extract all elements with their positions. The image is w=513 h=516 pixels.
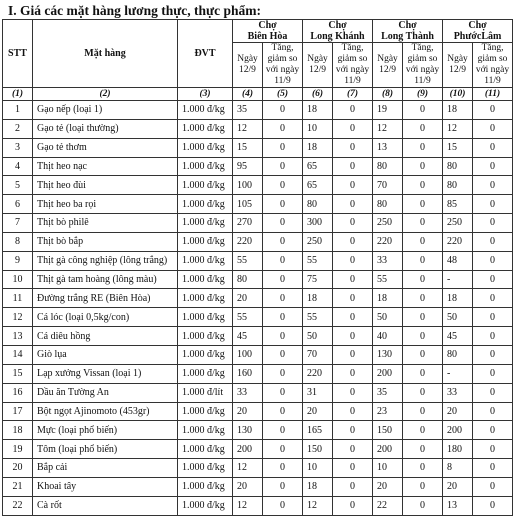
- row-unit: 1.000 đ/kg: [178, 101, 233, 120]
- row-price: 13: [443, 496, 473, 515]
- header-index-row: [3, 88, 513, 101]
- row-change: 0: [473, 176, 513, 195]
- row-price: 20: [233, 402, 263, 421]
- row-price: 18: [303, 477, 333, 496]
- table-row: [3, 195, 513, 214]
- row-item-name: Cá diêu hồng: [33, 327, 178, 346]
- price-table: [2, 19, 513, 516]
- row-price: 200: [443, 421, 473, 440]
- row-price: 50: [373, 308, 403, 327]
- row-change: 0: [333, 364, 373, 383]
- row-change: 0: [263, 138, 303, 157]
- row-price: 19: [373, 101, 403, 120]
- table-row: [3, 157, 513, 176]
- row-price: 75: [303, 270, 333, 289]
- row-change: 0: [403, 195, 443, 214]
- row-change: 0: [473, 232, 513, 251]
- index-cell: (6): [303, 88, 333, 101]
- row-unit: 1.000 đ/kg: [178, 232, 233, 251]
- row-unit: 1.000 đ/kg: [178, 477, 233, 496]
- row-change: 0: [263, 459, 303, 478]
- row-stt: 9: [3, 251, 33, 270]
- row-price: 18: [443, 289, 473, 308]
- row-price: 220: [373, 232, 403, 251]
- row-change: 0: [473, 496, 513, 515]
- row-change: 0: [333, 251, 373, 270]
- row-price: 250: [373, 214, 403, 233]
- row-unit: 1.000 đ/kg: [178, 157, 233, 176]
- row-stt: 21: [3, 477, 33, 496]
- row-price: 200: [373, 440, 403, 459]
- header-market-long-thanh: Chợ Long Thành: [373, 20, 443, 43]
- header-market-phuoc-lam: Chợ PhướcLâm: [443, 20, 513, 43]
- index-cell: (2): [33, 88, 178, 101]
- header-market-bien-hoa: Chợ Biên Hòa: [233, 20, 303, 43]
- row-unit: 1.000 đ/kg: [178, 402, 233, 421]
- row-price: -: [443, 270, 473, 289]
- row-item-name: Gạo tẻ (loại thường): [33, 119, 178, 138]
- row-price: 31: [303, 383, 333, 402]
- row-price: 95: [233, 157, 263, 176]
- row-item-name: Đường trắng RE (Biên Hòa): [33, 289, 178, 308]
- row-price: 220: [233, 232, 263, 251]
- row-price: 18: [303, 138, 333, 157]
- row-stt: 6: [3, 195, 33, 214]
- row-price: 15: [233, 138, 263, 157]
- row-price: 80: [443, 176, 473, 195]
- row-price: 55: [233, 251, 263, 270]
- row-stt: 14: [3, 345, 33, 364]
- row-price: 80: [443, 157, 473, 176]
- row-change: 0: [263, 383, 303, 402]
- row-item-name: Dầu ăn Tường An: [33, 383, 178, 402]
- row-item-name: Mực (loại phổ biến): [33, 421, 178, 440]
- row-change: 0: [403, 383, 443, 402]
- row-price: 33: [233, 383, 263, 402]
- row-unit: 1.000 đ/kg: [178, 195, 233, 214]
- row-price: 80: [373, 157, 403, 176]
- row-change: 0: [473, 119, 513, 138]
- row-price: 15: [443, 138, 473, 157]
- row-price: 65: [303, 157, 333, 176]
- row-price: 130: [373, 345, 403, 364]
- row-price: 80: [233, 270, 263, 289]
- index-cell: (3): [178, 88, 233, 101]
- table-row: [3, 308, 513, 327]
- row-change: 0: [263, 270, 303, 289]
- row-change: 0: [333, 157, 373, 176]
- row-price: 50: [303, 327, 333, 346]
- header-market-long-khanh: Chợ Long Khánh: [303, 20, 373, 43]
- row-unit: 1.000 đ/kg: [178, 496, 233, 515]
- row-unit: 1.000 đ/kg: [178, 289, 233, 308]
- row-change: 0: [333, 138, 373, 157]
- table-row: [3, 364, 513, 383]
- row-price: 12: [373, 119, 403, 138]
- row-change: 0: [333, 101, 373, 120]
- row-item-name: Giò lụa: [33, 345, 178, 364]
- row-unit: 1.000 đ/kg: [178, 364, 233, 383]
- row-price: 55: [373, 270, 403, 289]
- row-change: 0: [473, 421, 513, 440]
- row-stt: 20: [3, 459, 33, 478]
- row-change: 0: [263, 308, 303, 327]
- row-unit: 1.000 đ/kg: [178, 214, 233, 233]
- index-cell: (9): [403, 88, 443, 101]
- table-row: [3, 138, 513, 157]
- row-stt: 19: [3, 440, 33, 459]
- row-change: 0: [403, 308, 443, 327]
- row-item-name: Thịt heo ba rọi: [33, 195, 178, 214]
- row-change: 0: [473, 270, 513, 289]
- row-price: 35: [233, 101, 263, 120]
- row-stt: 4: [3, 157, 33, 176]
- row-price: 18: [373, 289, 403, 308]
- header-tang-giam: Tăng, giảm so với ngày 11/9: [473, 43, 513, 88]
- row-change: 0: [403, 402, 443, 421]
- row-stt: 11: [3, 289, 33, 308]
- row-price: 35: [373, 383, 403, 402]
- row-price: 85: [443, 195, 473, 214]
- row-price: 180: [443, 440, 473, 459]
- row-unit: 1.000 đ/kg: [178, 176, 233, 195]
- table-row: [3, 101, 513, 120]
- row-change: 0: [403, 138, 443, 157]
- row-price: 20: [303, 402, 333, 421]
- row-unit: 1.000 đ/kg: [178, 270, 233, 289]
- row-price: 18: [443, 101, 473, 120]
- row-stt: 16: [3, 383, 33, 402]
- row-change: 0: [333, 232, 373, 251]
- row-change: 0: [473, 402, 513, 421]
- row-unit: 1.000 đ/kg: [178, 421, 233, 440]
- table-row: [3, 477, 513, 496]
- table-row: [3, 421, 513, 440]
- row-change: 0: [403, 119, 443, 138]
- row-price: 23: [373, 402, 403, 421]
- row-change: 0: [263, 364, 303, 383]
- section-title: I. Giá các mặt hàng lương thực, thực phẩm:: [8, 3, 262, 18]
- header-stt: STT: [3, 20, 33, 88]
- row-change: 0: [263, 101, 303, 120]
- row-price: 33: [443, 383, 473, 402]
- row-price: -: [443, 364, 473, 383]
- row-change: 0: [473, 308, 513, 327]
- table-row: [3, 383, 513, 402]
- row-change: 0: [473, 327, 513, 346]
- row-stt: 12: [3, 308, 33, 327]
- row-unit: 1.000 đ/kg: [178, 459, 233, 478]
- table-row: [3, 345, 513, 364]
- row-price: 250: [303, 232, 333, 251]
- row-price: 20: [443, 402, 473, 421]
- row-unit: 1.000 đ/kg: [178, 251, 233, 270]
- row-price: 33: [373, 251, 403, 270]
- row-price: 80: [373, 195, 403, 214]
- row-item-name: Thịt gà tam hoàng (lông màu): [33, 270, 178, 289]
- row-unit: 1.000 đ/kg: [178, 138, 233, 157]
- row-change: 0: [403, 289, 443, 308]
- row-price: 55: [303, 308, 333, 327]
- row-change: 0: [333, 195, 373, 214]
- row-unit: 1.000 đ/kg: [178, 345, 233, 364]
- row-price: 200: [233, 440, 263, 459]
- row-change: 0: [473, 364, 513, 383]
- row-change: 0: [263, 119, 303, 138]
- row-change: 0: [403, 101, 443, 120]
- row-change: 0: [473, 101, 513, 120]
- row-price: 270: [233, 214, 263, 233]
- row-change: 0: [333, 440, 373, 459]
- row-price: 70: [373, 176, 403, 195]
- table-row: [3, 119, 513, 138]
- row-item-name: Lạp xưởng Vissan (loại 1): [33, 364, 178, 383]
- row-price: 12: [233, 496, 263, 515]
- row-change: 0: [403, 214, 443, 233]
- row-change: 0: [403, 440, 443, 459]
- table-row: [3, 289, 513, 308]
- header-dvt: ĐVT: [178, 20, 233, 88]
- row-change: 0: [263, 345, 303, 364]
- row-price: 250: [443, 214, 473, 233]
- row-item-name: Khoai tây: [33, 477, 178, 496]
- row-unit: 1.000 đ/kg: [178, 440, 233, 459]
- row-price: 18: [303, 101, 333, 120]
- row-stt: 15: [3, 364, 33, 383]
- row-change: 0: [403, 496, 443, 515]
- row-price: 150: [373, 421, 403, 440]
- row-price: 12: [303, 496, 333, 515]
- table-row: [3, 459, 513, 478]
- table-row: [3, 402, 513, 421]
- row-unit: 1.000 đ/kg: [178, 308, 233, 327]
- row-change: 0: [263, 477, 303, 496]
- row-price: 70: [303, 345, 333, 364]
- row-price: 100: [233, 176, 263, 195]
- row-item-name: Cà rốt: [33, 496, 178, 515]
- row-change: 0: [333, 402, 373, 421]
- row-change: 0: [333, 383, 373, 402]
- row-change: 0: [473, 459, 513, 478]
- row-unit: 1.000 đ/kg: [178, 119, 233, 138]
- row-price: 200: [373, 364, 403, 383]
- row-change: 0: [263, 421, 303, 440]
- table-body: [3, 101, 513, 516]
- row-change: 0: [473, 214, 513, 233]
- row-stt: 18: [3, 421, 33, 440]
- header-ngay: Ngày 12/9: [373, 43, 403, 88]
- table-row: [3, 327, 513, 346]
- index-cell: (10): [443, 88, 473, 101]
- row-price: 48: [443, 251, 473, 270]
- row-change: 0: [333, 308, 373, 327]
- row-change: 0: [403, 345, 443, 364]
- row-price: 220: [443, 232, 473, 251]
- row-change: 0: [403, 270, 443, 289]
- row-item-name: Thịt bò philê: [33, 214, 178, 233]
- row-price: 45: [443, 327, 473, 346]
- row-stt: 2: [3, 119, 33, 138]
- index-cell: (7): [333, 88, 373, 101]
- row-change: 0: [473, 383, 513, 402]
- row-change: 0: [403, 251, 443, 270]
- row-change: 0: [473, 195, 513, 214]
- row-item-name: Thịt gà công nghiệp (lông trắng): [33, 251, 178, 270]
- row-price: 150: [303, 440, 333, 459]
- row-price: 45: [233, 327, 263, 346]
- row-stt: 8: [3, 232, 33, 251]
- table-row: [3, 214, 513, 233]
- row-change: 0: [263, 214, 303, 233]
- row-price: 20: [443, 477, 473, 496]
- row-change: 0: [263, 496, 303, 515]
- row-stt: 17: [3, 402, 33, 421]
- row-unit: 1.000 đ/kg: [178, 327, 233, 346]
- row-price: 20: [233, 477, 263, 496]
- row-change: 0: [333, 270, 373, 289]
- row-price: 20: [233, 289, 263, 308]
- row-price: 105: [233, 195, 263, 214]
- row-change: 0: [333, 496, 373, 515]
- index-cell: (5): [263, 88, 303, 101]
- header-ngay: Ngày 12/9: [303, 43, 333, 88]
- row-change: 0: [263, 289, 303, 308]
- row-item-name: Gạo nếp (loại 1): [33, 101, 178, 120]
- row-price: 12: [233, 459, 263, 478]
- row-price: 22: [373, 496, 403, 515]
- index-cell: (11): [473, 88, 513, 101]
- row-price: 55: [233, 308, 263, 327]
- row-change: 0: [403, 157, 443, 176]
- table-header: [3, 20, 513, 101]
- row-stt: 7: [3, 214, 33, 233]
- row-stt: 1: [3, 101, 33, 120]
- row-price: 55: [303, 251, 333, 270]
- row-change: 0: [403, 327, 443, 346]
- row-change: 0: [403, 364, 443, 383]
- row-change: 0: [473, 345, 513, 364]
- header-mat-hang: Mặt hàng: [33, 20, 178, 88]
- header-tang-giam: Tăng, giảm so với ngày 11/9: [333, 43, 373, 88]
- row-stt: 10: [3, 270, 33, 289]
- row-price: 10: [303, 459, 333, 478]
- header-ngay: Ngày 12/9: [233, 43, 263, 88]
- table-row: [3, 176, 513, 195]
- row-change: 0: [333, 214, 373, 233]
- row-change: 0: [333, 327, 373, 346]
- row-price: 8: [443, 459, 473, 478]
- header-tang-giam: Tăng, giảm so với ngày 11/9: [403, 43, 443, 88]
- row-price: 10: [303, 119, 333, 138]
- row-price: 80: [303, 195, 333, 214]
- row-change: 0: [403, 421, 443, 440]
- row-change: 0: [473, 138, 513, 157]
- row-change: 0: [403, 176, 443, 195]
- row-price: 18: [303, 289, 333, 308]
- row-item-name: Gạo tẻ thơm: [33, 138, 178, 157]
- row-change: 0: [333, 345, 373, 364]
- row-change: 0: [263, 251, 303, 270]
- row-change: 0: [263, 232, 303, 251]
- row-item-name: Bắp cải: [33, 459, 178, 478]
- row-change: 0: [403, 232, 443, 251]
- row-change: 0: [333, 289, 373, 308]
- row-change: 0: [333, 119, 373, 138]
- row-stt: 5: [3, 176, 33, 195]
- row-price: 80: [443, 345, 473, 364]
- row-price: 12: [233, 119, 263, 138]
- row-price: 40: [373, 327, 403, 346]
- row-change: 0: [333, 176, 373, 195]
- row-item-name: Thịt heo đùi: [33, 176, 178, 195]
- row-item-name: Bột ngọt Ajinomoto (453gr): [33, 402, 178, 421]
- row-item-name: Cá lóc (loại 0,5kg/con): [33, 308, 178, 327]
- table-row: [3, 440, 513, 459]
- row-change: 0: [473, 289, 513, 308]
- row-change: 0: [263, 176, 303, 195]
- row-change: 0: [263, 195, 303, 214]
- row-price: 10: [373, 459, 403, 478]
- table-row: [3, 232, 513, 251]
- table-row: [3, 496, 513, 515]
- row-stt: 3: [3, 138, 33, 157]
- row-price: 300: [303, 214, 333, 233]
- index-cell: (4): [233, 88, 263, 101]
- index-cell: (8): [373, 88, 403, 101]
- row-change: 0: [333, 459, 373, 478]
- row-price: 65: [303, 176, 333, 195]
- row-change: 0: [333, 477, 373, 496]
- row-change: 0: [403, 477, 443, 496]
- row-stt: 22: [3, 496, 33, 515]
- row-price: 165: [303, 421, 333, 440]
- row-price: 100: [233, 345, 263, 364]
- row-change: 0: [403, 459, 443, 478]
- row-stt: 13: [3, 327, 33, 346]
- header-ngay: Ngày 12/9: [443, 43, 473, 88]
- row-change: 0: [263, 327, 303, 346]
- row-item-name: Thịt bò bắp: [33, 232, 178, 251]
- row-price: 130: [233, 421, 263, 440]
- row-change: 0: [333, 421, 373, 440]
- index-cell: (1): [3, 88, 33, 101]
- row-item-name: Thịt heo nạc: [33, 157, 178, 176]
- row-unit: 1.000 đ/lít: [178, 383, 233, 402]
- row-price: 13: [373, 138, 403, 157]
- table-row: [3, 270, 513, 289]
- row-change: 0: [263, 402, 303, 421]
- row-change: 0: [473, 251, 513, 270]
- row-change: 0: [473, 477, 513, 496]
- row-item-name: Tôm (loại phổ biến): [33, 440, 178, 459]
- row-change: 0: [473, 157, 513, 176]
- header-tang-giam: Tăng, giảm so với ngày 11/9: [263, 43, 303, 88]
- row-price: 12: [443, 119, 473, 138]
- row-change: 0: [263, 440, 303, 459]
- row-price: 220: [303, 364, 333, 383]
- row-change: 0: [263, 157, 303, 176]
- row-price: 50: [443, 308, 473, 327]
- table-row: [3, 251, 513, 270]
- row-change: 0: [473, 440, 513, 459]
- row-price: 160: [233, 364, 263, 383]
- row-price: 20: [373, 477, 403, 496]
